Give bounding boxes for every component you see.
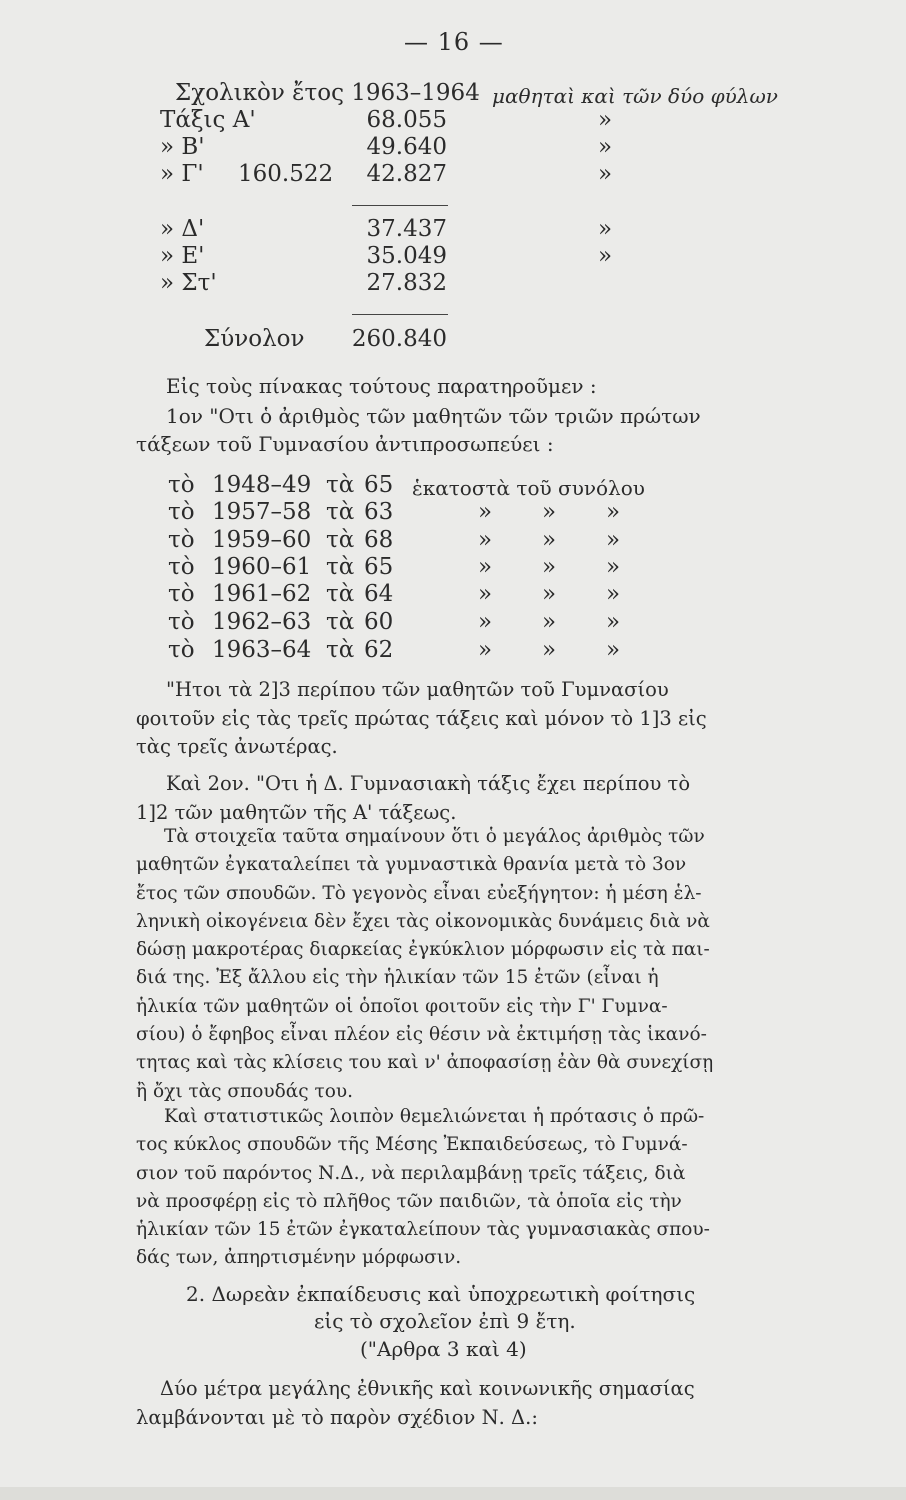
table-header-left: Σχολικὸν ἔτος 1963–1964	[175, 80, 480, 106]
scan-edge	[0, 1487, 906, 1500]
text-line: δάς των, ἀπηρτισμένην μόρφωσιν.	[136, 1247, 462, 1269]
pct-to: τὸ	[168, 499, 195, 525]
text-line: ληνικὴ οἰκογένεια δὲν ἔχει τὰς οἰκονομικὰς δυνάμεις διὰ νὰ	[136, 910, 710, 932]
pct-ta: τὰ	[326, 527, 355, 553]
pct-to: τὸ	[168, 554, 195, 580]
pct-value: 60	[364, 609, 394, 635]
table-header-right: μαθηταὶ καὶ τῶν δύο φύλων	[492, 84, 778, 108]
pct-ta: τὰ	[326, 472, 355, 498]
pct-ditto: »	[478, 581, 493, 607]
table-row-label: » Δ'	[160, 216, 205, 242]
text-line: Τὰ στοιχεῖα ταῦτα σημαίνουν ὅτι ὁ μεγάλος ἀριθμὸς τῶν	[164, 826, 705, 847]
section-heading: 2. Δωρεὰν ἐκπαίδευσις καὶ ὑποχρεωτικὴ φοίτησις	[186, 1282, 696, 1306]
pct-ditto: »	[478, 609, 493, 635]
table-total-label: Σύνολον	[204, 326, 305, 352]
pct-value: 65	[364, 472, 394, 498]
table-row-label: » Β'	[160, 134, 205, 160]
pct-ditto: »	[542, 499, 557, 525]
pct-year: 1960–61	[212, 554, 312, 580]
pct-year: 1957–58	[212, 499, 312, 525]
pct-ditto: »	[606, 499, 621, 525]
pct-ditto: »	[606, 554, 621, 580]
pct-to: τὸ	[168, 581, 195, 607]
text-line: "Ητοι τὰ 2]3 περίπου τῶν μαθητῶν τοῦ Γυμνασίου	[166, 678, 669, 701]
table-row-label: » Ε'	[160, 243, 205, 269]
pct-ta: τὰ	[326, 499, 355, 525]
text-line: ἢ ὄχι τὰς σπουδάς του.	[136, 1080, 353, 1102]
text-line: 1]2 τῶν μαθητῶν τῆς Α' τάξεως.	[136, 800, 457, 824]
table-row-ditto: »	[598, 243, 613, 269]
pct-to: τὸ	[168, 637, 195, 663]
table-row-ditto: »	[598, 216, 613, 242]
paragraph-statistikos	[136, 1103, 710, 1273]
pct-ditto: »	[542, 581, 557, 607]
table-row-subtotal: 160.522	[238, 161, 334, 187]
point1-line: 1ον "Οτι ὁ ἀριθμὸς τῶν μαθητῶν τῶν τριῶν πρώτων	[166, 404, 701, 428]
text-line: ἡλικία τῶν μαθητῶν οἱ ὁποῖοι φοιτοῦν εἰς τὴν Γ' Γυμνα-	[136, 995, 668, 1017]
pct-ta: τὰ	[326, 637, 355, 663]
pct-value: 63	[364, 499, 394, 525]
section-subheading: εἰς τὸ σχολεῖον ἐπὶ 9 ἔτη.	[314, 1309, 576, 1333]
pct-ditto: »	[478, 637, 493, 663]
text-line: Καὶ 2ον. "Οτι ἡ Δ. Γυμνασιακὴ τάξις ἔχει περίπου τὸ	[166, 772, 691, 795]
text-line: σίου) ὁ ἔφηβος εἶναι πλέον εἰς θέσιν νὰ ἐκτιμήσῃ τὰς ἱκανό-	[136, 1024, 707, 1046]
pct-year: 1948–49	[212, 472, 312, 498]
pct-ditto: »	[606, 527, 621, 553]
text-line: τὰς τρεῖς ἀνωτέρας.	[136, 735, 338, 758]
pct-to: τὸ	[168, 527, 195, 553]
table-total-value: 260.840	[351, 326, 447, 352]
pct-ditto: »	[542, 527, 557, 553]
pct-value: 62	[364, 637, 394, 663]
table-row-value: 37.437	[366, 216, 447, 242]
text-line: ἡλικίαν τῶν 15 ἐτῶν ἐγκαταλείπουν τὰς γυμνασιακὰς σπου-	[136, 1219, 710, 1241]
table-divider	[352, 314, 448, 315]
pct-ditto: »	[606, 609, 621, 635]
pct-value: 64	[364, 581, 394, 607]
table-row-value: 49.640	[366, 134, 447, 160]
table-row-value: 27.832	[366, 270, 447, 296]
pct-ta: τὰ	[326, 554, 355, 580]
section-articles: ("Αρθρα 3 καὶ 4)	[360, 1337, 527, 1361]
paragraph-htoi	[136, 676, 707, 762]
text-line: μαθητῶν ἐγκαταλείπει τὰ γυμναστικὰ θρανία μετὰ τὸ 3ον	[136, 854, 687, 876]
text-line: δώσῃ μακροτέρας διαρκείας ἐγκύκλιον μόρφωσιν εἰς τὰ παι-	[136, 939, 710, 961]
pct-year: 1959–60	[212, 527, 312, 553]
pct-ditto: »	[478, 554, 493, 580]
text-line: τος κύκλος σπουδῶν τῆς Μέσης Ἐκπαιδεύσεως, τὸ Γυμνά-	[136, 1134, 688, 1156]
pct-year: 1961–62	[212, 581, 312, 607]
pct-ditto: »	[542, 637, 557, 663]
pct-ditto: »	[478, 499, 493, 525]
pct-ditto: »	[606, 637, 621, 663]
pct-ditto: »	[542, 609, 557, 635]
table-row-label: Τάξις Α'	[160, 107, 256, 133]
intro-line: Εἰς τοὺς πίνακας τούτους παρατηροῦμεν :	[166, 374, 597, 398]
text-line: λαμβάνονται μὲ τὸ παρὸν σχέδιον Ν. Δ.:	[136, 1405, 538, 1429]
table-row-label: » Γ'	[160, 161, 204, 187]
table-divider	[352, 205, 448, 206]
pct-year: 1962–63	[212, 609, 312, 635]
table-row-value: 35.049	[366, 243, 447, 269]
pct-ditto: »	[606, 581, 621, 607]
paragraph-stoixeia	[136, 823, 713, 1106]
table-row-value: 68.055	[366, 107, 447, 133]
text-line: φοιτοῦν εἰς τὰς τρεῖς πρώτας τάξεις καὶ μόνον τὸ 1]3 εἰς	[136, 706, 707, 730]
pct-ta: τὰ	[326, 581, 355, 607]
page-number: — 16 —	[404, 28, 504, 56]
pct-ditto: »	[542, 554, 557, 580]
pct-year: 1963–64	[212, 637, 312, 663]
text-line: Καὶ στατιστικῶς λοιπὸν θεμελιώνεται ἡ πρότασις ὁ πρῶ-	[164, 1106, 705, 1127]
pct-value: 68	[364, 527, 394, 553]
text-line: τητας καὶ τὰς κλίσεις του καὶ ν' ἀποφασίσῃ ἐὰν θὰ συνεχίσῃ	[136, 1052, 714, 1074]
table-row-ditto: »	[598, 161, 613, 187]
pct-to: τὸ	[168, 472, 195, 498]
pct-value: 65	[364, 554, 394, 580]
text-line: διά της. Ἐξ ἄλλου εἰς τὴν ἡλικίαν τῶν 15 ἐτῶν (εἶναι ἡ	[136, 967, 659, 989]
paragraph-point2	[136, 770, 690, 827]
table-row-ditto: »	[598, 107, 613, 133]
pct-unit: ἑκατοστὰ τοῦ συνόλου	[412, 476, 645, 500]
pct-to: τὸ	[168, 609, 195, 635]
text-line: ἔτος τῶν σπουδῶν. Τὸ γεγονὸς εἶναι εὐεξήγητον: ἡ μέση ἑλ-	[136, 882, 702, 904]
table-row-label: » Στ'	[160, 270, 217, 296]
point1-line: τάξεων τοῦ Γυμνασίου ἀντιπροσωπεύει :	[136, 432, 554, 456]
pct-ta: τὰ	[326, 609, 355, 635]
text-line: νὰ προσφέρῃ εἰς τὸ πλῆθος τῶν παιδιῶν, τὰ ὁποῖα εἰς τὴν	[136, 1190, 682, 1212]
pct-ditto: »	[478, 527, 493, 553]
paragraph-closing	[136, 1375, 695, 1432]
table-row-ditto: »	[598, 134, 613, 160]
table-row-value: 42.827	[366, 161, 447, 187]
text-line: σιον τοῦ παρόντος Ν.Δ., νὰ περιλαμβάνῃ τρεῖς τάξεις, διὰ	[136, 1162, 686, 1184]
text-line: Δύο μέτρα μεγάλης ἐθνικῆς καὶ κοινωνικῆς σημασίας	[160, 1377, 695, 1400]
